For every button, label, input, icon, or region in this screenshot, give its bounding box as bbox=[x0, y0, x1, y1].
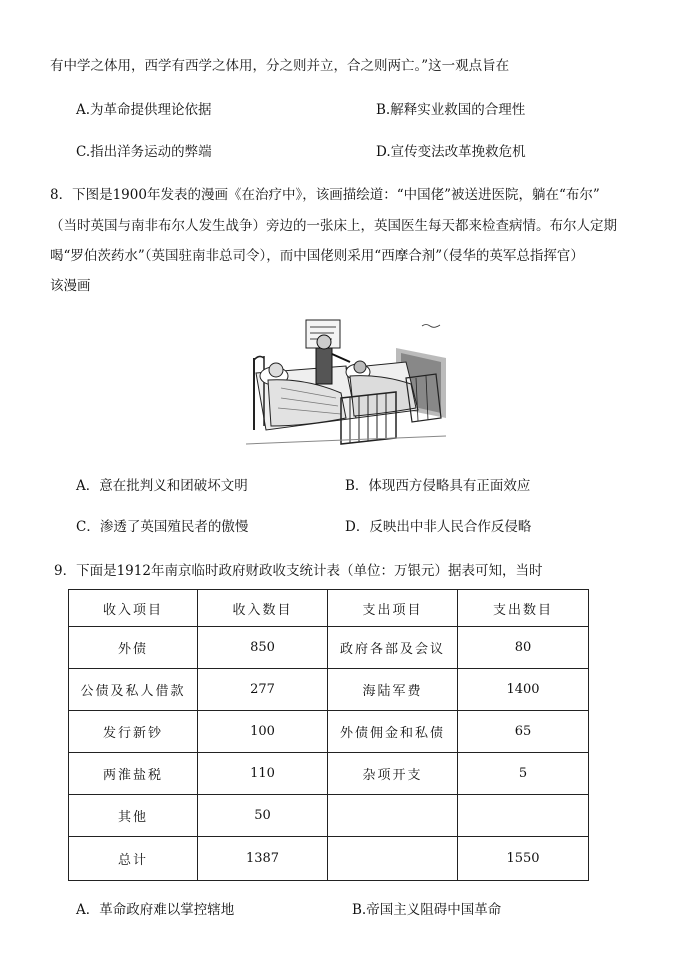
finance-table bbox=[68, 589, 589, 881]
q7-option-c[interactable]: C.指出洋务运动的弊端 bbox=[76, 144, 212, 160]
table-cell: 总计 bbox=[69, 837, 198, 881]
table-cell: 外债佣金和私债 bbox=[328, 711, 458, 753]
table-row bbox=[69, 669, 589, 711]
table-cell: 公债及私人借款 bbox=[69, 669, 198, 711]
q8-option-c[interactable]: C．渗透了英国殖民者的傲慢 bbox=[76, 519, 249, 535]
table-cell: 80 bbox=[458, 627, 589, 669]
table-row bbox=[69, 753, 589, 795]
table-cell: 65 bbox=[458, 711, 589, 753]
table-header-cell: 收入数目 bbox=[198, 590, 328, 627]
q8-text-line2: （当时英国与南非布尔人发生战争）旁边的一张床上，英国医生每天都来检查病情。布尔人定期 bbox=[50, 218, 617, 234]
table-header-cell: 支出项目 bbox=[328, 590, 458, 627]
table-cell: 1387 bbox=[198, 837, 328, 881]
table-cell bbox=[328, 837, 458, 881]
table-cell: 海陆军费 bbox=[328, 669, 458, 711]
table-cell: 政府各部及会议 bbox=[328, 627, 458, 669]
table-row bbox=[69, 711, 589, 753]
q8-option-d[interactable]: D．反映出中非人民合作反侵略 bbox=[345, 519, 532, 535]
table-header-cell: 支出数目 bbox=[458, 590, 589, 627]
q7-text-tail: 有中学之体用，西学有西学之体用，分之则并立，合之则两亡。”这一观点旨在 bbox=[50, 58, 510, 74]
cartoon-image bbox=[246, 318, 446, 448]
table-row bbox=[69, 837, 589, 881]
q9-option-a[interactable]: A．革命政府难以掌控辖地 bbox=[76, 902, 235, 918]
q8-text-line1: 8．下图是1900年发表的漫画《在治疗中》，该画描绘道：“中国佬”被送进医院，躺在“布尔” bbox=[50, 187, 600, 203]
table-header-cell: 收入项目 bbox=[69, 590, 198, 627]
table-cell: 1400 bbox=[458, 669, 589, 711]
q9-option-b[interactable]: B.帝国主义阻碍中国革命 bbox=[352, 902, 502, 918]
table-row bbox=[69, 627, 589, 669]
q8-text-line3: 喝“罗伯茨药水”（英国驻南非总司令），而中国佬则采用“西摩合剂”（侵华的英军总指挥官） bbox=[50, 248, 584, 264]
q8-option-a[interactable]: A．意在批判义和团破坏文明 bbox=[76, 478, 248, 494]
q8-option-b[interactable]: B．体现西方侵略具有正面效应 bbox=[345, 478, 531, 494]
table-cell: 850 bbox=[198, 627, 328, 669]
table-cell bbox=[328, 795, 458, 837]
table-cell: 5 bbox=[458, 753, 589, 795]
table-cell: 110 bbox=[198, 753, 328, 795]
table-cell bbox=[458, 795, 589, 837]
table-row bbox=[69, 795, 589, 837]
table-cell: 杂项开支 bbox=[328, 753, 458, 795]
table-cell: 发行新钞 bbox=[69, 711, 198, 753]
q7-option-a[interactable]: A.为革命提供理论依据 bbox=[76, 102, 212, 118]
q8-text-line4: 该漫画 bbox=[50, 278, 91, 294]
table-cell: 两淮盐税 bbox=[69, 753, 198, 795]
table-header-row bbox=[69, 590, 589, 627]
q7-option-d[interactable]: D.宣传变法改革挽救危机 bbox=[376, 144, 526, 160]
table-cell: 外债 bbox=[69, 627, 198, 669]
table-cell: 277 bbox=[198, 669, 328, 711]
table-cell: 其他 bbox=[69, 795, 198, 837]
q9-text-line1: 9．下面是1912年南京临时政府财政收支统计表（单位：万银元）据表可知，当时 bbox=[54, 563, 543, 579]
q7-option-b[interactable]: B.解释实业救国的合理性 bbox=[376, 102, 526, 118]
table-cell: 1550 bbox=[458, 837, 589, 881]
table-cell: 100 bbox=[198, 711, 328, 753]
table-cell: 50 bbox=[198, 795, 328, 837]
